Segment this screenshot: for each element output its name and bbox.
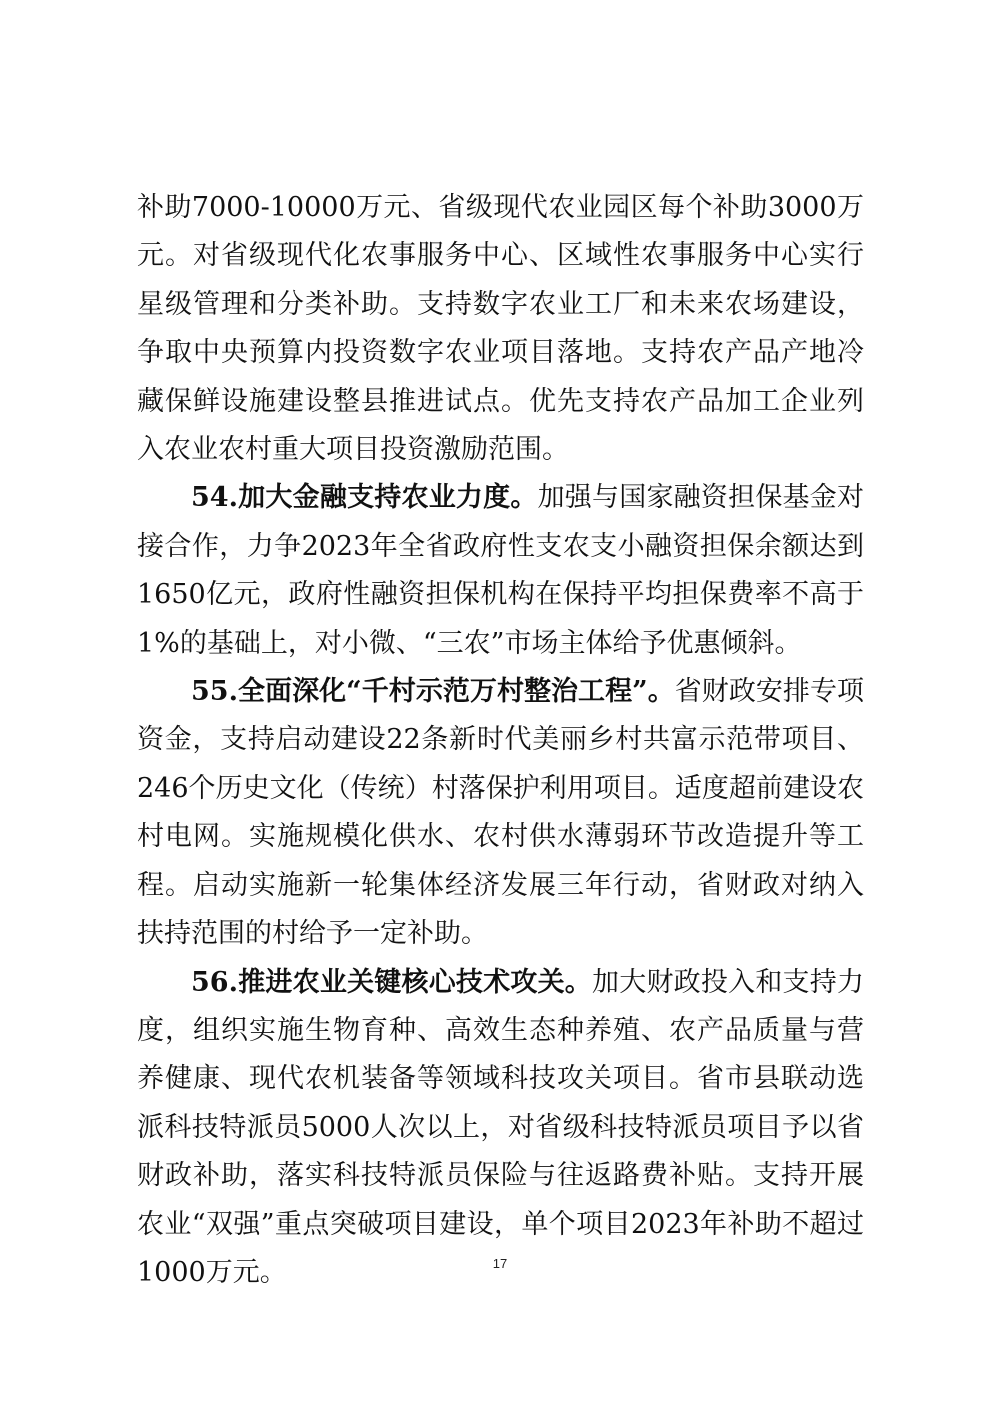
page-number: 17 — [492, 1256, 508, 1271]
document-body — [137, 184, 864, 1297]
paragraph-56 — [137, 959, 864, 1298]
paragraph-body: 加强与国家融资担保基金对接合作，力争2023年全省政府性支农支小融资担保余额达到1650亿元，政府性融资担保机构在保持平均担保费率不高于1%的基础上，对小微、“三农”市场主体给予优惠倾斜。 — [137, 482, 864, 659]
paragraph-body: 补助7000-10000万元、省级现代农业园区每个补助3000万元。对省级现代化农事服务中心、区域性农事服务中心实行星级管理和分类补助。支持数字农业工厂和未来农场建设，争取中央预算内投资数字农业项目落地。支持农产品产地冷藏保鲜设施建设整县推进试点。优先支持农产品加工企业列入农业农村重大项目投资激励范围。 — [137, 192, 864, 466]
paragraph-heading: 54.加大金融支持农业力度。 — [191, 482, 538, 514]
paragraph-body: 加大财政投入和支持力度，组织实施生物育种、高效生态种养殖、农产品质量与营养健康、现代农机装备等领域科技攻关项目。省市县联动选派科技特派员5000人次以上，对省级科技特派员项目予以省财政补助，落实科技特派员保险与往返路费补贴。支持开展农业“双强”重点突破项目建设，单个项目2023年补助不超过1000万元。 — [137, 966, 864, 1288]
paragraph-55 — [137, 668, 864, 958]
paragraph-heading: 55.全面深化“千村示范万村整治工程”。 — [191, 676, 675, 708]
paragraph-body: 省财政安排专项资金，支持启动建设22条新时代美丽乡村共富示范带项目、246个历史文化（传统）村落保护利用项目。适度超前建设农村电网。实施规模化供水、农村供水薄弱环节改造提升等工程。启动实施新一轮集体经济发展三年行动，省财政对纳入扶持范围的村给予一定补助。 — [137, 676, 864, 950]
paragraph-heading: 56.推进农业关键核心技术攻关。 — [191, 966, 593, 998]
paragraph-continuation — [137, 184, 864, 474]
paragraph-54 — [137, 474, 864, 668]
